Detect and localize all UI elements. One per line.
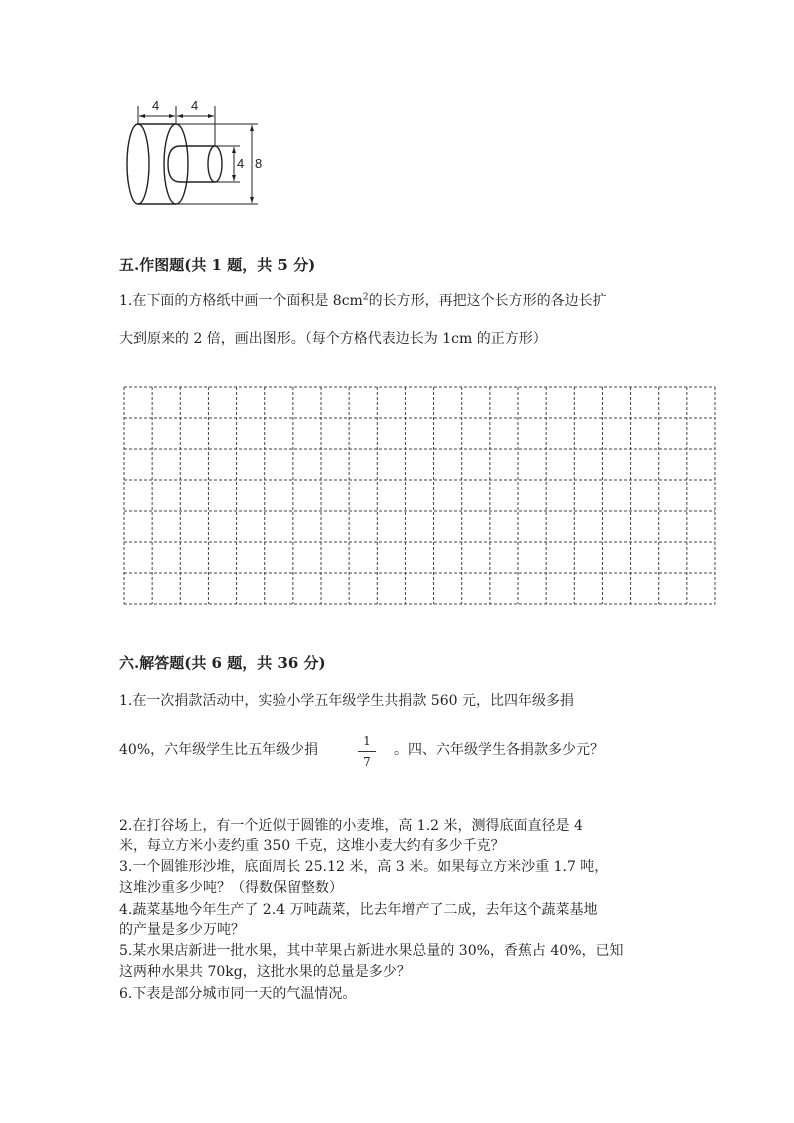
section6-q6-line1: 6.下表是部分城市同一天的气温情况。 bbox=[119, 986, 357, 1002]
section6-q3-line1: 3.一个圆锥形沙堆，底面周长 25.12 米，高 3 米。如果每立方米沙重 1.7 吨， bbox=[119, 859, 609, 875]
section6-q4-line2: 的产量是多少万吨？ bbox=[119, 922, 245, 938]
q1-superscript: 2 bbox=[362, 292, 369, 303]
dim-label-inner: 4 bbox=[237, 156, 245, 171]
q1-text-post: 的长方形，再把这个长方形的各边长扩 bbox=[368, 293, 607, 309]
dim-label-top-left: 4 bbox=[152, 98, 160, 113]
fraction-denominator: 7 bbox=[363, 755, 371, 769]
section5-q1-line1 bbox=[119, 290, 607, 310]
dim-label-outer: 8 bbox=[255, 156, 263, 171]
section6-q2-line1: 2.在打谷场上，有一个近似于圆锥的小麦堆，高 1.2 米，测得底面直径是 4 bbox=[119, 818, 583, 834]
q1-text-pre: 1.在下面的方格纸中画一个面积是 8cm bbox=[119, 293, 363, 309]
section5-title: 五.作图题(共 1 题，共 5 分) bbox=[119, 256, 316, 274]
fraction-bar bbox=[358, 751, 376, 752]
grid-paper[interactable] bbox=[123, 386, 716, 605]
section6-title: 六.解答题(共 6 题，共 36 分) bbox=[119, 654, 326, 672]
cylinder-diagram bbox=[118, 96, 268, 211]
section6-q3-line2: 这堆沙重多少吨？（得数保留整数） bbox=[119, 880, 343, 896]
section6-q5-line1: 5.某水果店新进一批水果，其中苹果占新进水果总量的 30%，香蕉占 40%，已知 bbox=[119, 943, 624, 959]
section6-q2-line2: 米，每立方米小麦约重 350 千克，这堆小麦大约有多少千克？ bbox=[119, 838, 505, 854]
section6-q1-line2-post: 。四、六年级学生各捐款多少元？ bbox=[394, 742, 604, 758]
big-cylinder-back bbox=[127, 124, 149, 204]
dim-label-top-right: 4 bbox=[191, 98, 199, 113]
fraction-numerator: 1 bbox=[363, 734, 371, 748]
fraction-one-seventh bbox=[358, 734, 376, 769]
section6-q5-line2: 这两种水果共 70kg，这批水果的总量是多少？ bbox=[119, 964, 411, 980]
section5-q1-line2: 大到原来的 2 倍，画出图形。（每个方格代表边长为 1cm 的正方形） bbox=[119, 331, 547, 347]
section6-q4-line1: 4.蔬菜基地今年生产了 2.4 万吨蔬菜，比去年增产了二成，去年这个蔬菜基地 bbox=[119, 902, 598, 918]
cylinder-figure bbox=[118, 96, 268, 211]
section6-q1-line1: 1.在一次捐款活动中，实验小学五年级学生共捐款 560 元，比四年级多捐 bbox=[119, 693, 574, 709]
grid-lines bbox=[123, 386, 716, 605]
small-cylinder-face bbox=[208, 146, 222, 182]
section6-q1-line2-pre: 40%，六年级学生比五年级少捐 bbox=[119, 742, 319, 758]
